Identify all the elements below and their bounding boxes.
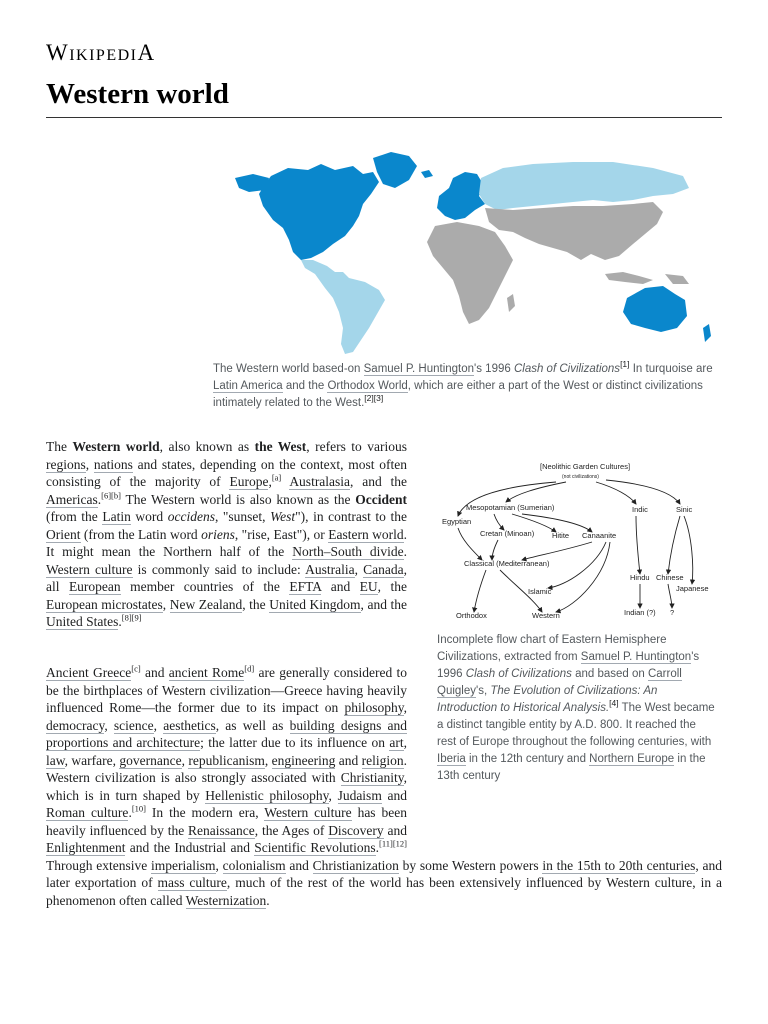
node-mesopotamian: Mesopotamian (Sumerian) <box>466 503 555 512</box>
book-title: Clash of Civilizations <box>465 668 572 680</box>
flow-chart-caption: Incomplete flow chart of Eastern Hemisphere Civilizations, extracted from Samuel P. Huntington's 1996 Clash of Civilizations and based on Carroll Quigley's, The Evolution of Civilizations: An Introduction to Historical Analysis.[4] The West became a distinct tangible entity by A.D. 800. It reached the rest of Europe throughout the following centuries, with Iberia in the 12th century and Northern Europe in the 13th century <box>437 634 715 782</box>
link-christianity[interactable]: Christianity <box>340 770 404 785</box>
link-european-microstates[interactable]: European microstates <box>46 596 163 612</box>
note-c[interactable]: [c] <box>131 663 141 674</box>
link-philosophy[interactable]: philosophy <box>344 700 404 715</box>
link-enlightenment[interactable]: Enlightenment <box>46 840 126 855</box>
node-orthodox: Orthodox <box>456 611 487 620</box>
book-title: The Evolution of Civilizations: An Introduction to Historical Analysis. <box>437 685 658 714</box>
link-eastern-world[interactable]: Eastern world <box>328 526 404 542</box>
node-not-civilizations: (not civilizations) <box>562 474 599 480</box>
node-cretan: Cretan (Minoan) <box>480 529 535 538</box>
link-australia[interactable]: Australia <box>305 561 355 577</box>
node-classical: Classical (Mediterranean) <box>464 559 550 568</box>
node-islamic: Islamic <box>528 587 552 596</box>
link-science[interactable]: science <box>113 717 154 733</box>
link-orient[interactable]: Orient <box>46 526 81 542</box>
link-iberia[interactable]: Iberia <box>437 753 466 765</box>
ref-2-3[interactable]: [2][3] <box>364 393 384 404</box>
link-samuel-huntington[interactable]: Samuel P. Huntington <box>580 651 692 663</box>
map-north-america <box>259 164 379 260</box>
link-canada[interactable]: Canada <box>363 561 404 577</box>
link-australasia[interactable]: Australasia <box>289 474 351 489</box>
map-caption: The Western world based-on Samuel P. Huntington's 1996 Clash of Civilizations[1] In turquoise are Latin America and the Orthodox World, which are either a part of the West or distinct civilizations intimately related to the West.[2][3] <box>213 359 713 409</box>
link-europe[interactable]: Europe <box>229 474 269 489</box>
map-iceland <box>421 170 433 178</box>
map-greenland <box>373 152 417 188</box>
bold-term: Occident <box>355 491 407 507</box>
link-north-south-divide[interactable]: North–South divide <box>292 544 404 559</box>
page-title: Western world <box>46 78 229 110</box>
link-law[interactable]: law <box>46 752 65 768</box>
bold-term: Western world <box>72 439 160 454</box>
link-mass-culture[interactable]: mass culture <box>157 875 227 890</box>
link-new-zealand[interactable]: New Zealand <box>169 596 243 612</box>
link-western-culture[interactable]: Western culture <box>264 805 352 820</box>
wordmark-final: A <box>137 40 156 65</box>
note-d[interactable]: [d] <box>244 663 255 674</box>
western-world-map[interactable] <box>213 148 720 358</box>
node-hitite: Hitite <box>552 531 570 540</box>
node-egyptian: Egyptian <box>442 517 472 526</box>
wikipedia-wordmark[interactable] <box>46 40 156 66</box>
link-aesthetics[interactable]: aesthetics <box>163 717 216 733</box>
wordmark-initial: W <box>46 40 70 65</box>
link-latin[interactable]: Latin <box>102 509 131 524</box>
link-northern-europe[interactable]: Northern Europe <box>589 753 675 765</box>
node-hindu: Hindu <box>630 573 650 582</box>
ref-8-9[interactable]: [8][9] <box>121 612 142 623</box>
map-africa <box>427 222 513 324</box>
link-ancient-greece[interactable]: Ancient Greece <box>46 665 132 680</box>
node-western: Western <box>532 611 560 620</box>
node-neolithic: [Neolithic Garden Cultures] <box>540 462 631 471</box>
float-spacer <box>407 664 722 854</box>
link-americas[interactable]: Americas <box>46 491 98 507</box>
link-ancient-rome[interactable]: ancient Rome <box>168 665 245 680</box>
ref-4[interactable]: [4] <box>609 698 619 709</box>
link-art[interactable]: art <box>389 735 404 750</box>
link-governance[interactable]: governance <box>119 752 182 768</box>
node-indic: Indic <box>632 505 648 514</box>
link-hellenistic-philosophy[interactable]: Hellenistic philosophy <box>205 787 329 803</box>
map-europe <box>437 172 485 220</box>
link-christianization[interactable]: Christianization <box>312 857 399 873</box>
link-age-of-discovery[interactable]: Discovery <box>328 822 384 838</box>
map-papua <box>665 274 689 284</box>
bold-term: the West <box>254 439 307 454</box>
civilizations-flow-chart[interactable] <box>436 456 718 630</box>
map-latin-america <box>301 260 385 354</box>
map-alaska <box>235 174 269 192</box>
link-nations[interactable]: nations <box>93 456 133 472</box>
link-eu[interactable]: EU <box>359 579 378 594</box>
node-indian: Indian (?) <box>624 608 656 617</box>
link-judaism[interactable]: Judaism <box>337 787 382 803</box>
link-european[interactable]: European <box>68 579 121 594</box>
link-orthodox-world[interactable]: Orthodox World <box>327 380 408 392</box>
link-engineering[interactable]: engineering <box>271 752 336 768</box>
link-regions[interactable]: regions <box>46 456 86 472</box>
link-colonialism[interactable]: colonialism <box>222 857 286 873</box>
flow-arrows <box>458 480 693 612</box>
wordmark-middle: ikipedi <box>69 40 138 65</box>
map-orthodox-world <box>479 162 689 210</box>
link-democracy[interactable]: democracy <box>46 717 105 733</box>
title-divider <box>46 117 722 118</box>
history-paragraph: Ancient Greece[c] and ancient Rome[d] are generally considered to be the birthplaces of Western civilization—Greece having heavily influenced Rome—the former due to its impact on philosophy, democracy, science, aesthetics, as well as building designs and proportions and architecture; the latter due to its influence on art, law, warfare, governance, republicanism, engineering and religion. Western civilization is also strongly associated with Christianity, which is in turn shaped by Hellenistic philosophy, Judaism and Roman culture.[10] In the modern era, Western culture has been heavily influenced by the Renaissance, the Ages of Discovery and Enlightenment and the Industrial and Scientific Revolutions.[11][12] Through extensive imperialism, colonialism and Christianization by some Western powers in the 15th to 20th centuries, and later exportation of mass culture, much of the rest of the world has been extensively influenced by Western culture, in a phenomenon often called Westernization. <box>46 663 723 908</box>
map-madagascar <box>507 294 515 312</box>
link-renaissance[interactable]: Renaissance <box>188 822 255 838</box>
link-united-states[interactable]: United States <box>46 614 119 629</box>
ref-6-b[interactable]: [6][b] <box>101 490 121 500</box>
link-scientific-revolutions[interactable]: Scientific Revolutions <box>254 840 376 855</box>
link-carroll-quigley[interactable]: Carroll Quigley <box>437 668 682 697</box>
link-15th-to-20th-centuries[interactable]: in the 15th to 20th centuries <box>542 857 696 873</box>
ref-11-12[interactable]: [11][12] <box>378 838 407 849</box>
link-efta[interactable]: EFTA <box>289 579 322 594</box>
intro-paragraph: The Western world, also known as the West, refers to various regions, nations and states, depending on the context, most often consisting of the majority of Europe,[a] Australasia, and the Americas.[6][b] The Western world is also known as the Occident (from the Latin word occidens, "sunset, West"), in contrast to the Orient (from the Latin word oriens, "rise, East"), or Eastern world. It might mean the Northern half of the North–South divide. Western culture is commonly said to include: Australia, Canada, all European member countries of the EFTA and EU, the European microstates, New Zealand, the United Kingdom, and the United States.[8][9] <box>46 439 408 629</box>
link-western-culture[interactable]: Western culture <box>46 561 133 577</box>
ref-10[interactable]: [10] <box>131 803 146 814</box>
link-roman-culture[interactable]: Roman culture <box>46 805 129 820</box>
link-religion[interactable]: religion <box>361 752 404 768</box>
map-australia <box>623 286 687 332</box>
node-sinic: Sinic <box>676 505 693 514</box>
link-latin-america[interactable]: Latin America <box>213 380 283 392</box>
node-japanese: Japanese <box>676 584 709 593</box>
node-chinese: Chinese <box>656 573 684 582</box>
map-indonesia <box>605 272 653 284</box>
map-asia <box>485 202 663 260</box>
link-architecture[interactable]: building designs and proportions and architecture <box>46 717 408 750</box>
link-imperialism[interactable]: imperialism <box>151 857 216 873</box>
link-westernization[interactable]: Westernization <box>185 892 267 908</box>
link-republicanism[interactable]: republicanism <box>188 752 265 768</box>
note-a[interactable]: [a] <box>271 472 282 483</box>
node-canaanite: Canaanite <box>582 531 617 540</box>
book-title: Clash of Civilizations <box>513 363 621 375</box>
ref-1[interactable]: [1] <box>620 359 630 370</box>
node-question: ? <box>670 608 675 617</box>
map-new-zealand <box>703 324 711 342</box>
link-united-kingdom[interactable]: United Kingdom <box>269 596 361 612</box>
link-samuel-huntington[interactable]: Samuel P. Huntington <box>363 363 475 375</box>
